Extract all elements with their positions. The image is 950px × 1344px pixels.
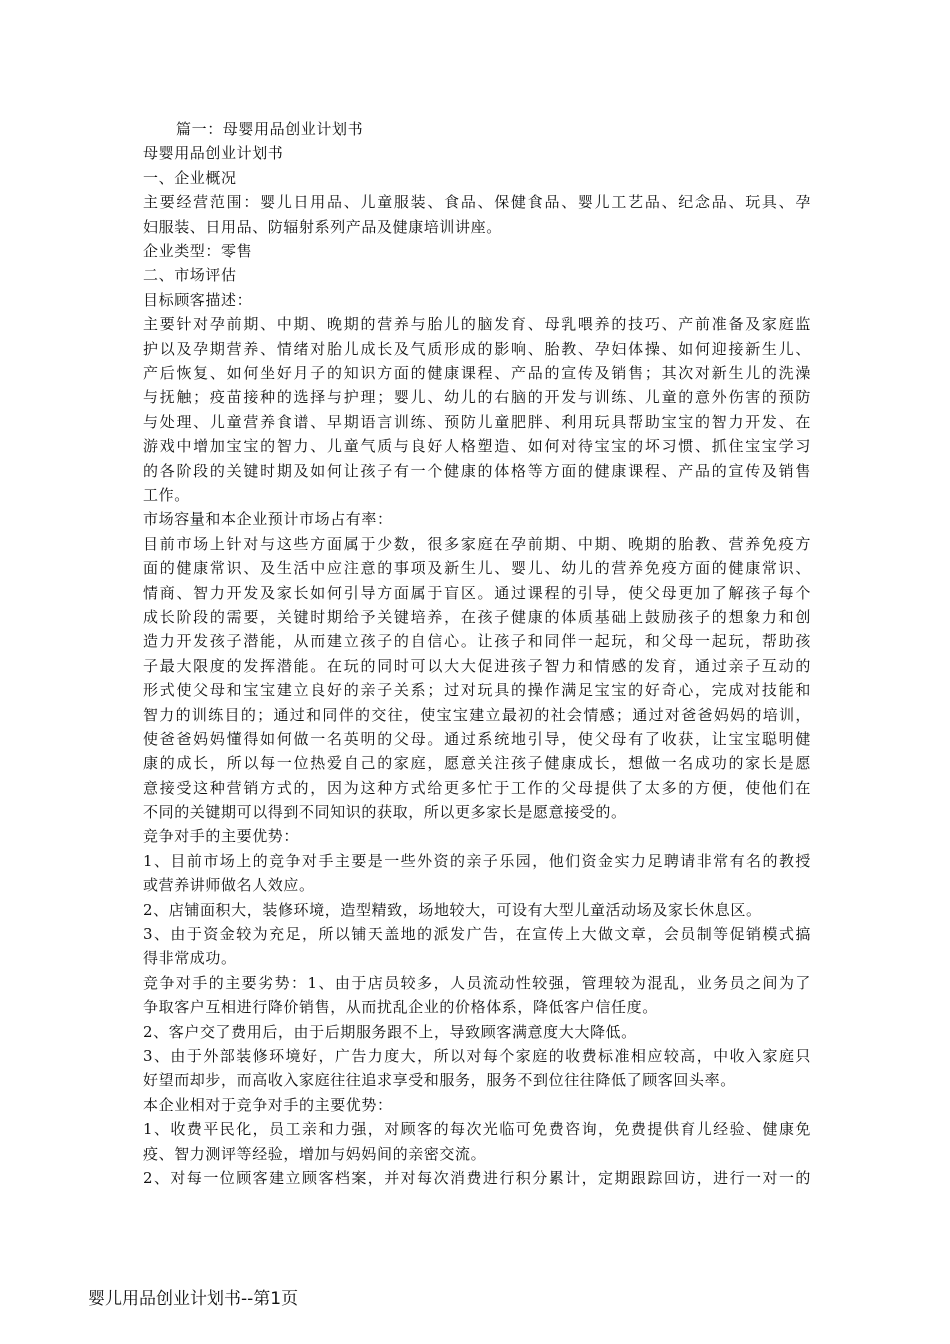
text-line: 2、对每一位顾客建立顾客档案，并对每次消费进行积分累计，定期跟踪回访，进行一对一的 <box>143 1169 811 1188</box>
text-line: 智力的训练目的；通过和同伴的交往，使宝宝建立最初的社会情感；通过对爸爸妈妈的培训， <box>143 705 811 724</box>
text-line: 争取客户互相进行降价销售，从而扰乱企业的价格体系，降低客户信任度。 <box>143 998 658 1017</box>
text-line: 工作。 <box>143 485 190 504</box>
text-line: 疫、智力测评等经验，增加与妈妈间的亲密交流。 <box>143 1144 487 1163</box>
page-footer: 婴儿用品创业计划书--第1页 <box>88 1289 299 1309</box>
text-line: 使爸爸妈妈懂得如何做一名英明的父母。通过系统地引导，使父母有了收获，让宝宝聪明健 <box>143 729 811 748</box>
text-line: 形式使父母和宝宝建立良好的亲子关系；过对玩具的操作满足宝宝的好奇心，完成对技能和 <box>143 681 811 700</box>
text-line: 本企业相对于竞争对手的主要优势： <box>143 1095 393 1114</box>
text-line: 得非常成功。 <box>143 949 237 968</box>
text-line: 情商、智力开发及家长如何引导方面属于盲区。通过课程的引导，使父母更加了解孩子每个 <box>143 583 811 602</box>
text-line: 游戏中增加宝宝的智力、儿童气质与良好人格塑造、如何对待宝宝的坏习惯、抓住宝宝学习 <box>143 437 811 456</box>
section-heading: 二、市场评估 <box>143 266 237 285</box>
text-line: 竞争对手的主要劣势：1、由于店员较多，人员流动性较强，管理较为混乱，业务员之间为了 <box>143 973 811 992</box>
document-title: 篇一：母婴用品创业计划书 <box>176 120 364 138</box>
text-line: 的各阶段的关键时期及如何让孩子有一个健康的体格等方面的健康课程、产品的宣传及销售 <box>143 461 811 480</box>
text-line: 市场容量和本企业预计市场占有率： <box>143 510 393 529</box>
text-line: 主要经营范围：婴儿日用品、儿童服装、食品、保健食品、婴儿工艺品、纪念品、玩具、孕 <box>143 193 811 212</box>
text-line: 好望而却步，而高收入家庭往往追求享受和服务，服务不到位往往降低了顾客回头率。 <box>143 1071 736 1090</box>
text-line: 目标顾客描述： <box>143 290 253 309</box>
text-line: 主要针对孕前期、中期、晚期的营养与胎儿的脑发育、母乳喂养的技巧、产前准备及家庭监 <box>143 315 811 334</box>
text-line: 2、客户交了费用后，由于后期服务跟不上，导致顾客满意度大大降低。 <box>143 1022 637 1041</box>
section-heading: 一、企业概况 <box>143 168 237 187</box>
text-line: 目前市场上针对与这些方面属于少数，很多家庭在孕前期、中期、晚期的胎教、营养免疫方 <box>143 534 811 553</box>
text-line: 3、由于外部装修环境好，广告力度大，所以对每个家庭的收费标准相应较高，中收入家庭只 <box>143 1047 811 1066</box>
text-line: 不同的关键期可以得到不同知识的获取，所以更多家长是愿意接受的。 <box>143 803 627 822</box>
text-line: 企业类型：零售 <box>143 242 253 261</box>
text-line: 3、由于资金较为充足，所以铺天盖地的派发广告，在宣传上大做文章，会员制等促销模式搞 <box>143 925 811 944</box>
text-line: 造力开发孩子潜能，从而建立孩子的自信心。让孩子和同伴一起玩，和父母一起玩，帮助孩 <box>143 632 811 651</box>
text-line: 或营养讲师做名人效应。 <box>143 876 315 895</box>
text-line: 产后恢复、如何坐好月子的知识方面的健康课程、产品的宣传及销售；其次对新生儿的洗澡 <box>143 364 811 383</box>
text-line: 意接受这种营销方式的，因为这种方式给更多忙于工作的父母提供了太多的方便，使他们在 <box>143 778 811 797</box>
text-line: 康的成长，所以每一位热爱自己的家庭，愿意关注孩子健康成长，想做一名成功的家长是愿 <box>143 754 811 773</box>
text-line: 护以及孕期营养、情绪对胎儿成长及气质形成的影响、胎教、孕妇体操、如何迎接新生儿、 <box>143 339 811 358</box>
text-line: 竞争对手的主要优势： <box>143 827 300 846</box>
text-line: 与处理、儿童营养食谱、早期语言训练、预防儿童肥胖、利用玩具帮助宝宝的智力开发、在 <box>143 412 811 431</box>
text-line: 妇服装、日用品、防辐射系列产品及健康培训讲座。 <box>143 217 502 236</box>
document-subtitle: 母婴用品创业计划书 <box>143 144 284 163</box>
text-line: 与抚触；疫苗接种的选择与护理；婴儿、幼儿的右脑的开发与训练、儿童的意外伤害的预防 <box>143 388 811 407</box>
text-line: 面的健康常识、及生活中应注意的事项及新生儿、婴儿、幼儿的营养免疫方面的健康常识、 <box>143 559 811 578</box>
text-line: 2、店铺面积大，装修环境，造型精致，场地较大，可设有大型儿童活动场及家长休息区。 <box>143 900 762 919</box>
text-line: 子最大限度的发挥潜能。在玩的同时可以大大促进孩子智力和情感的发育，通过亲子互动的 <box>143 656 811 675</box>
text-line: 成长阶段的需要，关键时期给予关键培养，在孩子健康的体质基础上鼓励孩子的想象力和创 <box>143 607 811 626</box>
document-body <box>143 117 811 1190</box>
text-line: 1、目前市场上的竞争对手主要是一些外资的亲子乐园，他们资金实力足聘请非常有名的教授 <box>143 851 811 870</box>
text-line: 1、收费平民化，员工亲和力强，对顾客的每次光临可免费咨询，免费提供育儿经验、健康免 <box>143 1120 811 1139</box>
